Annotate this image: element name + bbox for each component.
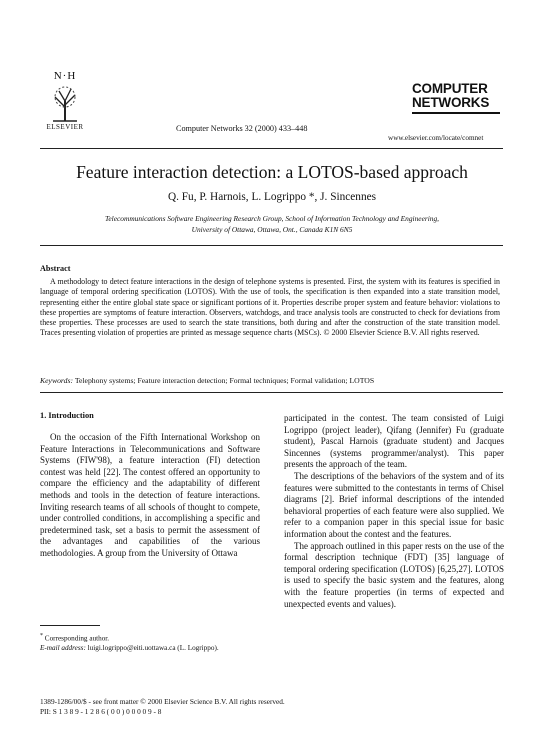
journal-brand-line2: NETWORKS	[412, 95, 490, 110]
keywords-list: Telephony systems; Feature interaction detection; Formal techniques; Formal validation; LOTOS	[74, 376, 375, 385]
footnote-text: Corresponding author.	[44, 634, 110, 643]
brand-divider	[412, 112, 500, 114]
paragraph: The descriptions of the behaviors of the system and of its features were submitted to the contestants in terms of Chisel diagrams [2]. Brief informal descriptions of the intended behavioral properties of each feature were also supplied. We refer to a companion paper in this special issue for basic information about the contest and the features.	[284, 470, 504, 539]
paragraph: On the occasion of the Fifth International Workshop on Feature Interactions in Telecommunications and Software Systems (FIW'98), a feature interaction (FI) detection contest was held [22]. The contest offered an opportunity to compare the efficiency and the adaptability of different methods and tools in the detection of feature interactions. Inviting research teams of all schools of thought to compete, under controlled conditions, in accomplishing a specific and predetermined task, set a basis to permit the assessment of the advantages and capabilities of the various methodologies. A group from the University of Ottawa	[40, 432, 260, 558]
title-rule	[40, 245, 503, 246]
copyright-block	[40, 697, 285, 717]
publisher-logo	[45, 70, 85, 131]
article-authors: Q. Fu, P. Harnois, L. Logrippo *, J. Sincennes	[167, 191, 377, 203]
tree-icon	[45, 83, 85, 123]
pii-line: PII: S 1 3 8 9 - 1 2 8 6 ( 0 0 ) 0 0 0 0 9 - 8	[40, 707, 162, 716]
email-label: E-mail address:	[40, 644, 86, 653]
publisher-name: ELSEVIER	[46, 123, 84, 131]
keywords	[40, 376, 500, 385]
section-heading: 1. Introduction	[40, 411, 94, 420]
copyright-line: 1389-1286/00/$ - see front matter © 2000 Elsevier Science B.V. All rights reserved.	[40, 697, 285, 706]
article-title: Feature interaction detection: a LOTOS-based approach	[76, 162, 468, 182]
right-column	[284, 413, 504, 610]
affiliation-line-2: University of Ottawa, Ottawa, Ont., Canada K1N 6N5	[191, 225, 353, 234]
left-column	[40, 432, 260, 560]
abstract-heading: Abstract	[40, 264, 71, 273]
paragraph: The approach outlined in this paper rests on the use of the formal description technique (FDT) [35] language of temporal ordering specification (LOTOS) [6,25,27]. LOTOS is used to specify the basic system and the features, along with the feature properties (in terms of expected and unexpected events and values).	[284, 540, 504, 609]
journal-url[interactable]: www.elsevier.com/locate/comnet	[388, 134, 484, 142]
affiliation-line-1: Telecommunications Software Engineering Research Group, School of Information Technology and Engineering,	[104, 214, 440, 223]
header-rule	[40, 148, 503, 149]
journal-citation: Computer Networks 32 (2000) 433–448	[176, 124, 308, 133]
footnote-rule	[40, 625, 100, 626]
publisher-logo-mark: N·H	[53, 70, 77, 82]
footnote	[40, 632, 260, 654]
journal-brand	[412, 82, 489, 110]
journal-brand-line1: COMPUTER	[412, 81, 488, 96]
keywords-label: Keywords:	[40, 376, 74, 385]
email-address[interactable]: luigi.logrippo@eiti.uottawa.ca (L. Logrippo).	[87, 644, 219, 653]
paragraph: participated in the contest. The team consisted of Luigi Logrippo (project leader), Qifang (Jennifer) Fu (graduate student), Pascal Harnois (graduate student) and Jacques Sincennes (systems programmer/analyst). This paper presents the approach of the team.	[284, 413, 504, 470]
footnote-marker: *	[40, 633, 43, 639]
abstract-body: A methodology to detect feature interactions in the design of telephone systems is presented. First, the system with its features is specified in language of temporal ordering specification (LOTOS). With the use of tools, the specification is then expanded into a state transition model, representing either the entire global state space or significant portions of it. Properties describe proper system and feature behavior: violations to these properties are symptoms of feature interaction. Observers, watchdogs, and trace analysis tools are constructed to check for deviations from these properties. These processes are used to search the state transitions, both during and after the construction of the state transition model. Traces presenting violation of properties are printed as message sequence charts (MSCs). © 2000 Elsevier Science B.V. All rights reserved.	[40, 277, 500, 338]
abstract-rule	[40, 392, 503, 393]
article-affiliation	[0, 213, 544, 235]
